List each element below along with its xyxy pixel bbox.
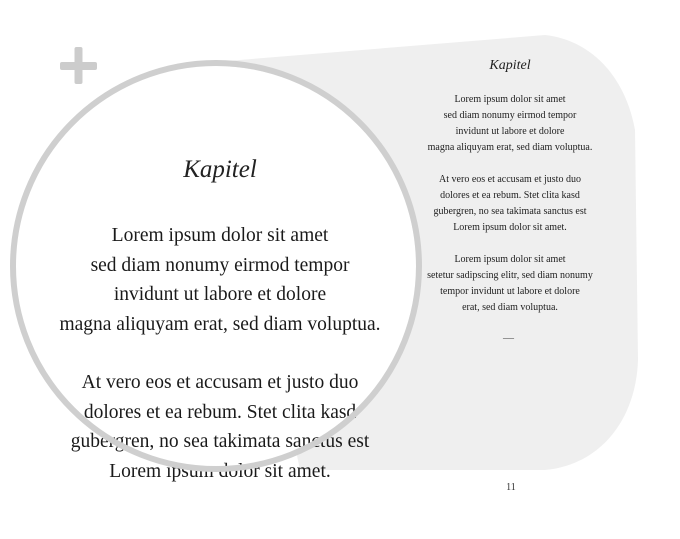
magnifier-ring [10,60,422,472]
page-line: sed diam nonumy eirmod tempor [443,110,577,121]
magnified-line: gubergren, no sea takimata sanctus est [70,431,370,452]
magnified-line: magna aliquyam erat, sed diam voluptua. [59,313,381,335]
page-line: dolores et ea rebum. Stet clita kasd [440,190,580,201]
page-number: 11 [506,482,516,493]
magnified-line: dolores et ea rebum. Stet clita kasd [83,401,357,423]
page-title: Kapitel [489,58,531,73]
page-line: tempor invidunt ut labore et dolore [440,286,580,297]
magnified-line: At vero eos et accusam et justo duo [81,372,359,393]
magnified-line: Lorem ipsum dolor sit amet [111,225,329,246]
magnified-title: Kapitel [183,156,257,183]
page-line: Lorem ipsum dolor sit amet [454,254,566,265]
page-line: At vero eos et accusam et justo duo [439,174,581,185]
magnified-line: invidunt ut labore et dolore [113,284,327,305]
page-line: setetur sadipscing elitr, sed diam nonumy [427,270,593,281]
page-line: Lorem ipsum dolor sit amet [454,94,566,105]
page-line: erat, sed diam voluptua. [462,302,558,313]
page-line: Lorem ipsum dolor sit amet. [453,222,567,233]
magnified-line: sed diam nonumy eirmod tempor [90,254,350,276]
magnified-line: Lorem ipsum dolor sit amet. [109,460,331,482]
page-line: gubergren, no sea takimata sanctus est [433,206,587,217]
page-line: magna aliquyam erat, sed diam voluptua. [427,142,593,153]
page-line: invidunt ut labore et dolore [455,126,565,137]
page-separator: — [503,332,514,344]
